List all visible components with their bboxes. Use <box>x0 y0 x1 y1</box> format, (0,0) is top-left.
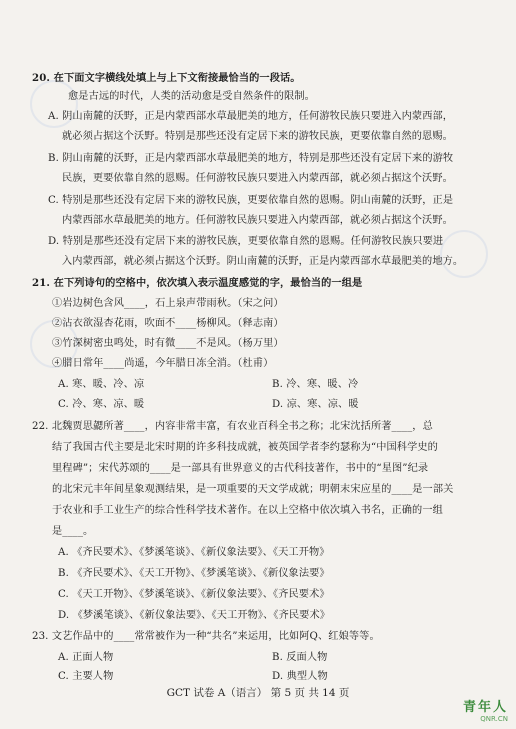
question-22-option-a[interactable]: A. 《齐民要术》、《梦溪笔谈》、《新仪象法要》、《天工开物》 <box>58 547 330 558</box>
question-22-option-d[interactable]: D. 《梦溪笔谈》、《新仪象法要》、《天工开物》、《齐民要术》 <box>58 610 331 621</box>
question-21-option-b[interactable]: B. 冷、寒、暖、冷 <box>272 379 359 390</box>
question-21-stem: 21. 在下列诗句的空格中，依次填入表示温度感觉的字，最恰当的一组是 <box>32 277 363 289</box>
question-23-stem: 23. 文艺作品中的____常常被作为一种“共名”来运用，比如阿Q、红娘等等。 <box>32 631 380 642</box>
watermark-url: QNR.CN <box>480 715 508 723</box>
question-23-option-b[interactable]: B. 反面人物 <box>272 652 328 663</box>
question-21-option-a[interactable]: A. 寒、暖、冷、凉 <box>58 379 145 390</box>
question-20-option-c-line1: C. 特别是那些还没有定居下来的游牧民族，更要依靠自然的恩赐。阴山南麓的沃野，正是 <box>48 195 454 206</box>
question-22-line-1: 22. 北魏贾思勰所著____，内容非常丰富，有农业百科全书之称；北宋沈括所著____，总 <box>32 421 433 432</box>
question-20-option-b-line1: B. 阴山南麓的沃野，正是内蒙西部水草最肥美的地方，特别是那些还没有定居下来的游牧 <box>48 153 454 164</box>
question-22-line-3: 里程碑”；宋代苏颂的____是一部具有世界意义的古代科技著作，书中的“星图”纪录 <box>52 463 429 474</box>
question-22-option-c[interactable]: C. 《天工开物》、《梦溪笔谈》、《新仪象法要》、《齐民要术》 <box>58 589 330 600</box>
question-22-option-b[interactable]: B. 《齐民要术》、《天工开物》、《梦溪笔谈》、《新仪象法要》 <box>58 568 330 579</box>
question-22-line-6: 是____。 <box>52 526 94 537</box>
question-20-option-b-line2: 民族，更要依靠自然的恩赐。任何游牧民族只要进入内蒙西部，就必须占据这个沃野。 <box>62 173 453 184</box>
question-22-line-2: 结了我国古代主要是北宋时期的许多科技成就，被英国学者李约瑟称为“中国科学史的 <box>52 442 438 453</box>
question-20-option-c-line2: 内蒙西部水草最肥美的地方。任何游牧民族只要进入内蒙西部，就必须占据这个沃野。 <box>62 215 453 226</box>
watermark-title: 青年人 <box>462 700 508 715</box>
question-21-option-c[interactable]: C. 冷、寒、凉、暖 <box>58 399 145 410</box>
question-20-lead: 愈是古远的时代，人类的活动愈是受自然条件的限制。 <box>68 91 315 102</box>
watermark-logo <box>463 696 508 723</box>
question-23-option-d[interactable]: D. 典型人物 <box>272 671 328 682</box>
question-21-poem-2: ②沾衣欲湿杏花雨，吹面不____杨柳风。（释志南） <box>52 318 284 329</box>
question-20-option-d-line2: 入内蒙西部，就必须占据这个沃野。阴山南麓的沃野，正是内蒙西部水草最肥美的地方。 <box>62 256 464 267</box>
question-23-option-a[interactable]: A. 正面人物 <box>58 652 114 663</box>
question-22-line-4: 的北宋元丰年间星象观测结果，是一项重要的天文学成就；明朝末宋应星的____是一部关 <box>52 484 454 495</box>
question-20-option-a-line1: A. 阴山南麓的沃野，正是内蒙西部水草最肥美的地方，任何游牧民族只要进入内蒙西部， <box>48 111 454 122</box>
question-21-option-d[interactable]: D. 凉、寒、凉、暖 <box>272 399 359 410</box>
question-20-stem: 20. 在下面文字横线处填上与上下文衔接最恰当的一段话。 <box>32 72 301 84</box>
question-20-option-a-line2: 就必须占据这个沃野。特别是那些还没有定居下来的游牧民族，更要依靠自然的恩赐。 <box>62 131 453 142</box>
question-21-poem-4: ④腊日常年____尚遥，今年腊日冻全消。（杜甫） <box>52 358 274 369</box>
watermark-stamp <box>440 230 488 278</box>
question-20-option-d-line1: D. 特别是那些还没有定居下来的游牧民族，更要依靠自然的恩赐。任何游牧民族只要进 <box>48 236 444 247</box>
question-23-option-c[interactable]: C. 主要人物 <box>58 671 114 682</box>
question-21-poem-3: ③竹深树密虫鸣处，时有微____不是风。（杨万里） <box>52 338 284 349</box>
question-21-poem-1: ①岩边树色含风____，石上泉声带雨秋。（宋之问） <box>52 298 284 309</box>
question-22-line-5: 于农业和手工业生产的综合性科学技术著作。在以上空格中依次填入书名，正确的一组 <box>52 505 443 516</box>
page-footer: GCT 试卷 A（语言） 第 5 页 共 14 页 <box>166 687 350 699</box>
